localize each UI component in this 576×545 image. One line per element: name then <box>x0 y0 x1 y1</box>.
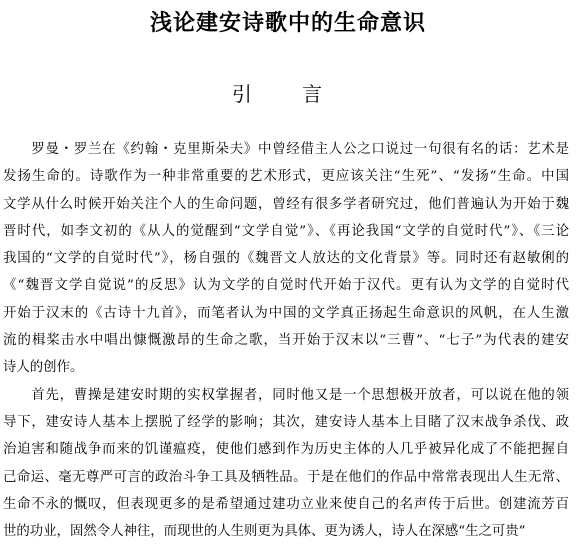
text-line: 《“魏晋文学自觉说”的反思》认为文学的自觉时代开始于汉代。更有认为文学的自觉时代 <box>3 278 569 294</box>
text-line: 导下，建安诗人基本上摆脱了经学的影响；其次，建安诗人基本上目睹了汉末战争杀伐、政 <box>3 414 569 430</box>
text-line: 诗人的创作。 <box>3 360 84 376</box>
text-line: 治迫害和随战争而来的饥谨瘟疫，使他们感到作为历史主体的人几乎被异化成了不能把握自 <box>3 442 569 458</box>
page-title: 浅论建安诗歌中的生命意识 <box>149 10 426 36</box>
text-line: 发扬生命的。诗歌作为一种非常重要的艺术形式，更应该关注“生死”、“发扬”生命。中国 <box>3 169 569 185</box>
text-line: 我国的“文学的自觉时代”》，杨自强的《魏晋文人放达的文化背景》等。同时还有赵敏俐的 <box>3 251 569 267</box>
text-line: 世的功业，固然令人神往，而现世的人生则更为具体、更为诱人，诗人在深感“生之可贵” <box>3 524 526 540</box>
text-line: 己命运、毫无尊严可言的政治斗争工具及牺牲品。于是在他们的作品中常常表现出人生无常、 <box>3 469 569 485</box>
text-line: 首先，曹操是建安时期的实权掌握者，同时他又是一个思想极开放者，可以说在他的领 <box>3 387 569 403</box>
text-line: 流的楫桨击水中唱出慷慨激昂的生命之歌，当开始于汉末以“三曹”、“七子”为代表的建安 <box>3 333 569 349</box>
text-line: 晋时代，如李文初的《从人的觉醒到“文学自觉”》、《再论我国“文学的自觉时代”》、《三论 <box>3 223 569 239</box>
body-text <box>3 136 569 545</box>
text-line: 开始于汉末的《古诗十九首》，而笔者认为中国的文学真正扬起生命意识的风帆，在人生激 <box>3 305 569 321</box>
text-line: 罗曼・罗兰在《约翰・克里斯朵夫》中曾经借主人公之口说过一句很有名的话：艺术是 <box>3 142 569 157</box>
text-line: 生命不永的慨叹，但表现更多的是希望通过建功立业来使自己的名声传于后世。创建流芳百 <box>3 496 569 512</box>
section-heading: 引 言 <box>231 82 345 106</box>
text-line: 文学从什么时候开始关注个人的生命问题，曾经有很多学者研究过，他们普遍认为开始于魏 <box>3 196 569 212</box>
